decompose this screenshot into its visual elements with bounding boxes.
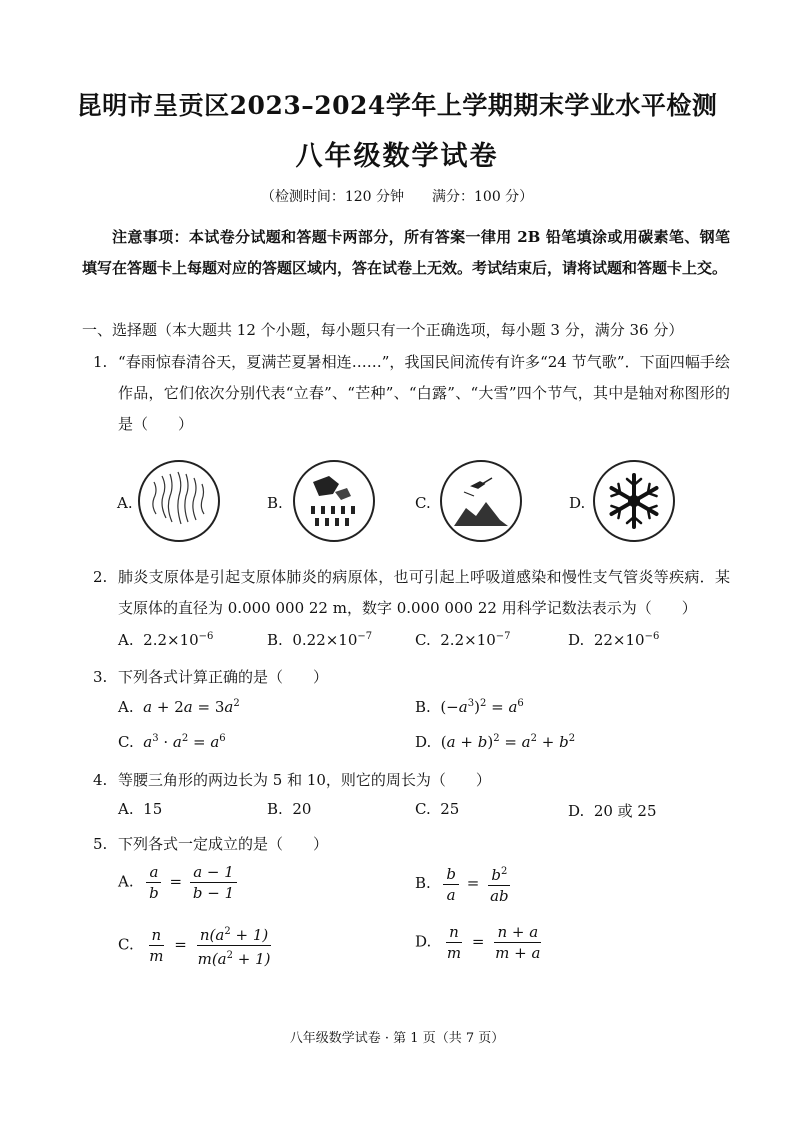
exam-meta: （检测时间：120 分钟 满分：100 分）: [260, 189, 534, 205]
option-a: A. $\frac{a}{b}$ = $\frac{a - 1}{b - 1}$: [118, 862, 240, 903]
grass-strokes-icon: [140, 462, 218, 540]
snowflake-icon: [595, 462, 673, 540]
option-b: B. $(-a^3)^2 = a^6$: [415, 698, 524, 716]
notice-paragraph: 注意事项：本试卷分试题和答题卡两部分，所有答案一律用 2B 铅笔填涂或用碳素笔、钢笔填写在答题卡上每题对应的答题区域内，答在试卷上无效。考试结束后，请将试题和答题卡上交。: [82, 228, 730, 277]
question-number: 3.: [93, 668, 108, 686]
option-d: D. $(a + b)^2 = a^2 + b^2$: [415, 733, 576, 751]
question-number: 4.: [93, 771, 108, 789]
option-d: D. 20 或 25: [568, 802, 657, 820]
option-a: A. 15: [118, 800, 163, 818]
bailu-image: [440, 460, 522, 542]
mountain-bird-icon: [442, 462, 520, 540]
option-label: B.: [267, 494, 283, 512]
option-b: B. 20: [267, 800, 312, 818]
option-d: D. $\frac{n}{m}$ = $\frac{n + a}{m + a}$: [415, 923, 541, 962]
question-text: 下列各式一定成立的是（ ）: [118, 835, 329, 853]
option-c: C. 25: [415, 800, 460, 818]
section-heading: 一、选择题（本大题共 12 个小题，每小题只有一个正确选项，每小题 3 分，满分 36 分）: [82, 321, 684, 339]
lichun-image: [138, 460, 220, 542]
option-a: A. $2.2\times 10^{-6}$: [118, 631, 214, 649]
exam-subject-title: 八年级数学试卷: [295, 141, 499, 172]
question-number: 1.: [93, 353, 108, 371]
option-a: A. $a + 2a = 3a^2$: [118, 698, 240, 716]
exam-title: 昆明市呈贡区2023–2024学年上学期期末学业水平检测: [76, 91, 718, 120]
option-c: C. $a^3 \cdot a^2 = a^6$: [118, 733, 226, 751]
farmer-field-icon: [295, 462, 373, 540]
daxue-image: [593, 460, 675, 542]
option-c: C. $2.2\times 10^{-7}$: [415, 631, 511, 649]
option-label: C.: [415, 494, 431, 512]
question-number: 5.: [93, 835, 108, 853]
question-text: “春雨惊春清谷天，夏满芒夏暑相连……”，我国民间流传有许多“24 节气歌”．下面四幅手绘作品，它们依次分别代表“立春”、“芒种”、“白露”、“大雪”四个节气，其中是轴对称图形的是（ ）: [118, 353, 730, 433]
option-label: D.: [569, 494, 586, 512]
question-number: 2.: [93, 568, 108, 586]
option-b: B. $\frac{b}{a}$ = $\frac{b^2}{ab}$: [415, 862, 515, 906]
option-c: C. $\frac{n}{m}$ = $\frac{n(a^2 + 1)}{m(a^2 + 1)}$: [118, 922, 277, 969]
question-text: 肺炎支原体是引起支原体肺炎的病原体，也可引起上呼吸道感染和慢性支气管炎等疾病．某支原体的直径为 0.000 000 22 m，数字 0.000 000 22 用科学记数法表示为（ ）: [118, 568, 730, 617]
question-text: 等腰三角形的两边长为 5 和 10，则它的周长为（ ）: [118, 771, 491, 789]
option-d: D. $22\times 10^{-6}$: [568, 631, 660, 649]
mangzhong-image: [293, 460, 375, 542]
option-b: B. $0.22\times 10^{-7}$: [267, 631, 373, 649]
question-text: 下列各式计算正确的是（ ）: [118, 668, 329, 686]
page-footer: 八年级数学试卷 · 第 1 页（共 7 页）: [289, 1031, 505, 1046]
option-label: A.: [117, 494, 133, 512]
